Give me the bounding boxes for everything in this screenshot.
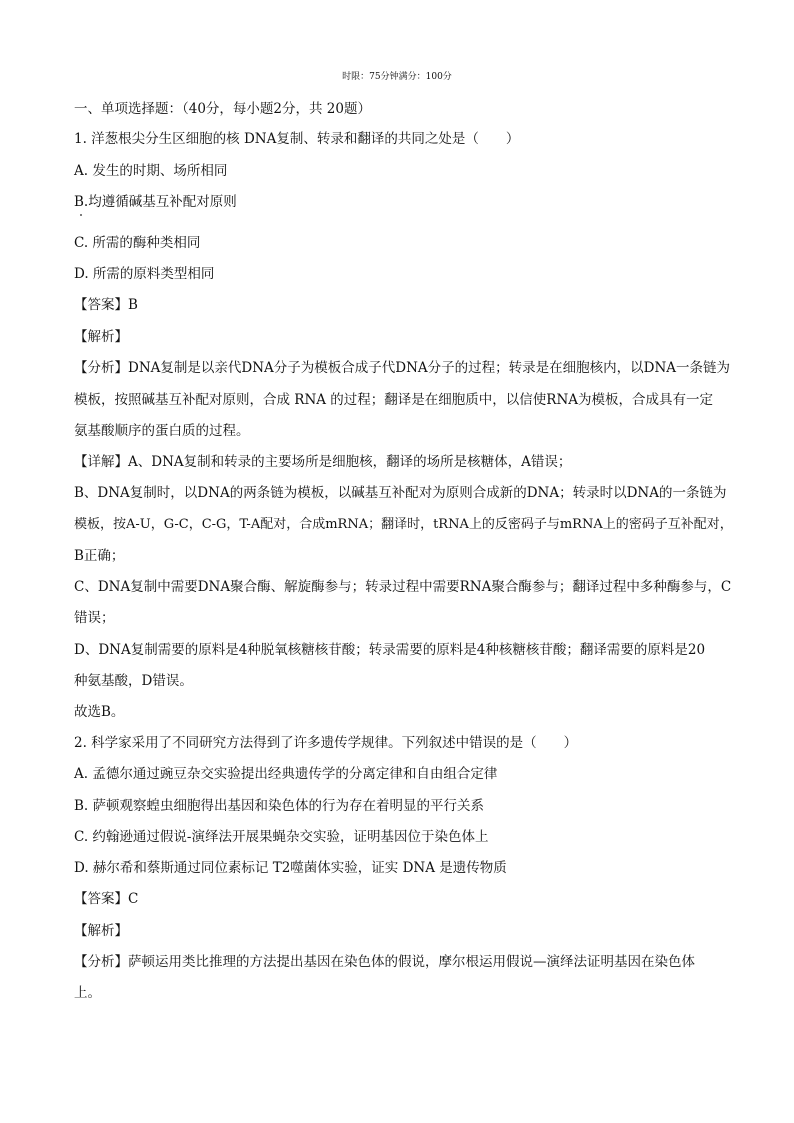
q1-analysis-heading: 【解析】 xyxy=(74,329,128,345)
stray-dot xyxy=(80,214,82,216)
q1-fenxi-line1: 【分析】DNA复制是以亲代DNA分子为模板合成子代DNA分子的过程；转录是在细胞核内，以DNA一条链为 xyxy=(74,360,731,376)
q2-fenxi-line2: 上。 xyxy=(74,985,101,1001)
q1-xiangjie-b2: 模板，按A-U，G-C，C-G，T-A配对，合成mRNA；翻译时，tRNA上的反密码子与mRNA上的密码子互补配对， xyxy=(74,517,733,532)
q1-option-d: D. 所需的原料类型相同 xyxy=(74,266,215,282)
q1-conclusion: 故选B。 xyxy=(74,704,125,720)
q1-xiangjie-c2: 错误； xyxy=(74,610,115,626)
q1-answer: 【答案】B xyxy=(74,297,138,313)
q2-option-a: A. 孟德尔通过豌豆杂交实验提出经典遗传学的分离定律和自由组合定律 xyxy=(74,766,498,782)
q2-fenxi-line1: 【分析】萨顿运用类比推理的方法提出基因在染色体的假说，摩尔根运用假说—演绎法证明基因在染色体 xyxy=(74,954,695,970)
q1-xiangjie-d1: D、DNA复制需要的原料是4种脱氧核糖核苷酸；转录需要的原料是4种核糖核苷酸；翻译需要的原料是20 xyxy=(74,642,706,658)
q1-option-c: C. 所需的酶种类相同 xyxy=(74,235,201,251)
q1-xiangjie-d2: 种氨基酸，D错误。 xyxy=(74,673,193,689)
q1-xiangjie-b1: B、DNA复制时，以DNA的两条链为模板，以碱基互补配对为原则合成新的DNA；转录时以DNA的一条链为 xyxy=(74,485,727,501)
q1-fenxi-line2: 模板，按照碱基互补配对原则，合成 RNA 的过程；翻译是在细胞质中，以信使RNA为模板，合成具有一定 xyxy=(74,392,714,408)
q2-answer: 【答案】C xyxy=(74,891,139,907)
q1-xiangjie-a: 【详解】A、DNA复制和转录的主要场所是细胞核，翻译的场所是核糖体，A错误； xyxy=(74,454,572,470)
exam-time-limit: 时限：75分钟满分：100分 xyxy=(342,72,452,82)
q2-stem: 2. 科学家采用了不同研究方法得到了许多遗传学规律。下列叙述中错误的是（ ） xyxy=(74,735,578,751)
q2-analysis-heading: 【解析】 xyxy=(74,923,128,939)
q2-option-d: D. 赫尔希和蔡斯通过同位素标记 T2噬菌体实验，证实 DNA 是遗传物质 xyxy=(74,860,507,876)
q1-xiangjie-c1: C、DNA复制中需要DNA聚合酶、解旋酶参与；转录过程中需要RNA聚合酶参与；翻译过程中多种酶参与，C xyxy=(74,579,732,595)
q1-stem: 1. 洋葱根尖分生区细胞的核 DNA复制、转录和翻译的共同之处是（ ） xyxy=(74,131,520,147)
q1-option-a: A. 发生的时期、场所相同 xyxy=(74,163,228,179)
q2-option-c: C. 约翰逊通过假说-演绎法开展果蝇杂交实验，证明基因位于染色体上 xyxy=(74,829,489,845)
section-title: 一、单项选择题：（40分，每小题2分，共 20题） xyxy=(74,101,371,117)
q1-xiangjie-b3: B正确； xyxy=(74,548,125,564)
q2-option-b: B. 萨顿观察蝗虫细胞得出基因和染色体的行为存在着明显的平行关系 xyxy=(74,798,485,814)
q1-fenxi-line3: 氨基酸顺序的蛋白质的过程。 xyxy=(74,423,250,439)
q1-option-b: B.均遵循碱基互补配对原则 xyxy=(74,194,237,210)
